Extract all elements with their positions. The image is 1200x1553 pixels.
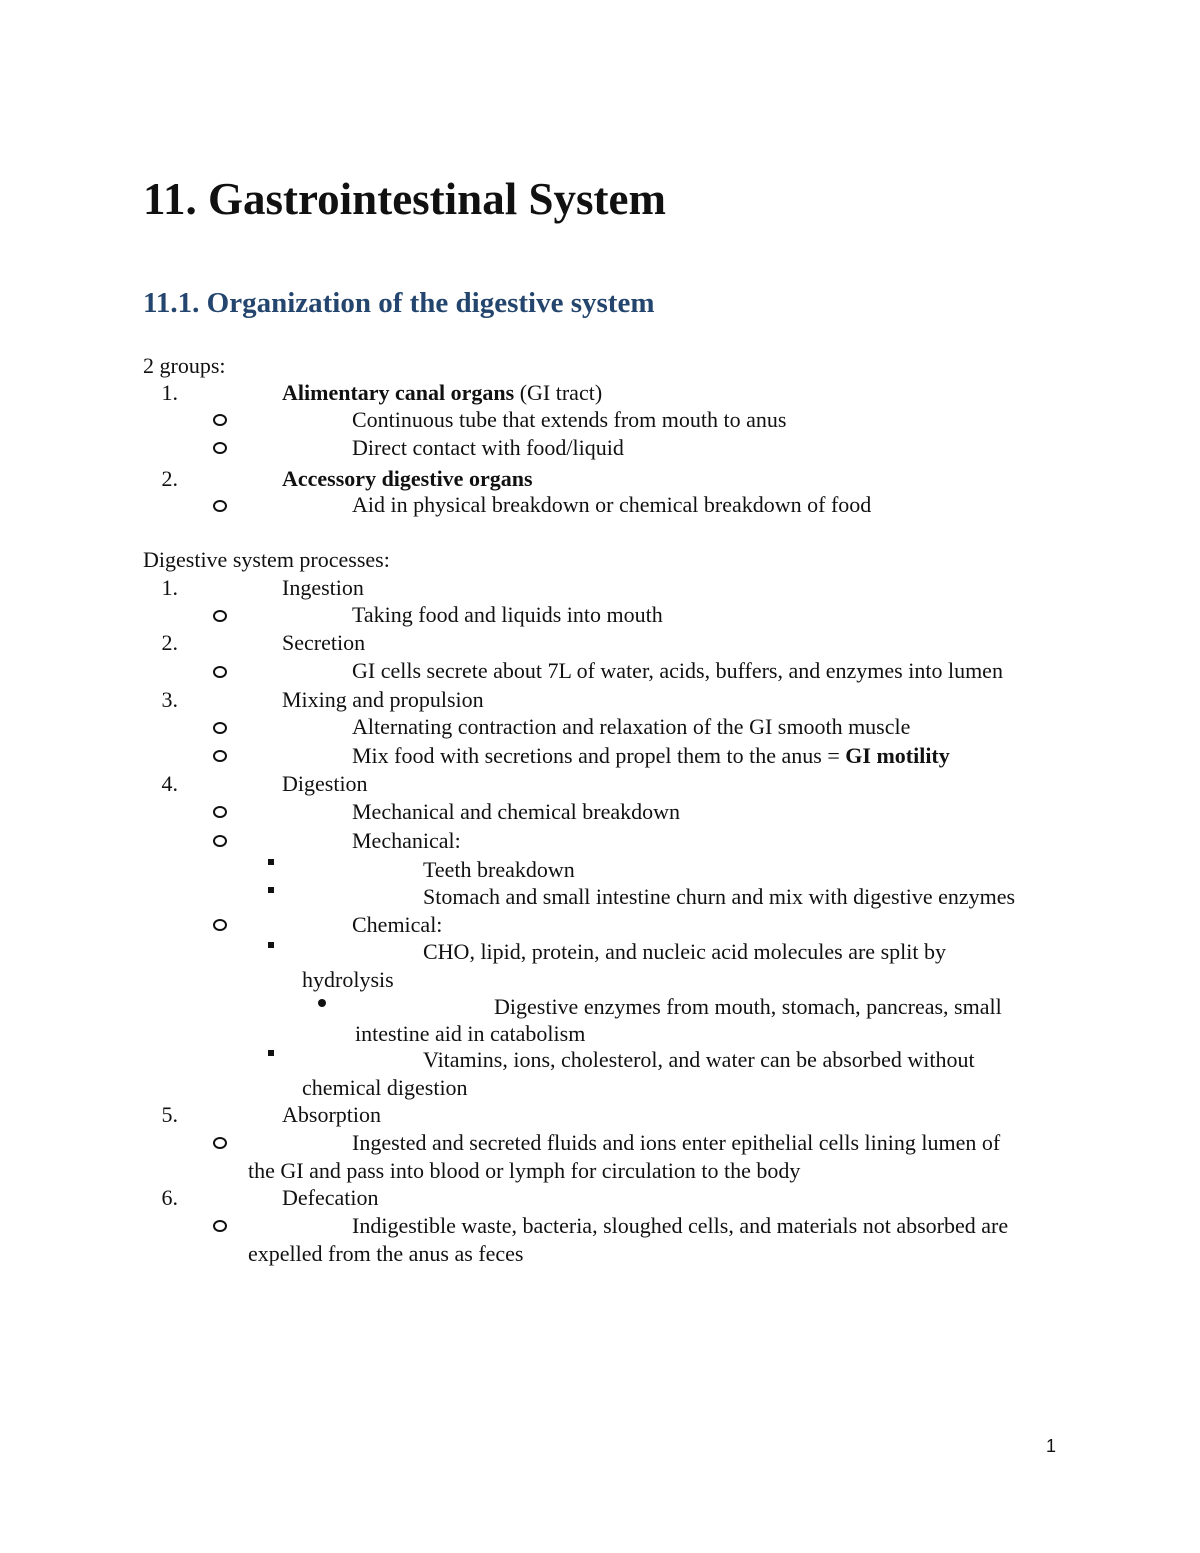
list-number: 2. bbox=[161, 630, 178, 655]
list-nested-item: Digestive enzymes from mouth, stomach, pancreas, small bbox=[494, 994, 1002, 1019]
round-bullet-icon bbox=[318, 999, 326, 1007]
hollow-bullet-icon bbox=[213, 835, 227, 847]
square-bullet-icon bbox=[268, 887, 274, 893]
list-item-bold: Alimentary canal organs bbox=[282, 380, 515, 405]
hollow-bullet-icon bbox=[213, 610, 227, 622]
list-number: 4. bbox=[161, 771, 178, 796]
list-subitem-cont: expelled from the anus as feces bbox=[248, 1241, 524, 1266]
list-subsubitem: Stomach and small intestine churn and mix with digestive enzymes bbox=[423, 884, 1016, 909]
hollow-bullet-icon bbox=[213, 442, 227, 454]
list-subitem: Aid in physical breakdown or chemical breakdown of food bbox=[352, 492, 872, 517]
list-subsubitem-cont: hydrolysis bbox=[302, 967, 394, 992]
list-number: 1. bbox=[161, 380, 178, 405]
list-subitem: Ingested and secreted fluids and ions enter epithelial cells lining lumen of bbox=[352, 1130, 1001, 1155]
hollow-bullet-icon bbox=[213, 919, 227, 931]
list-subsubitem: Vitamins, ions, cholesterol, and water can be absorbed without bbox=[423, 1047, 975, 1072]
hollow-bullet-icon bbox=[213, 1137, 227, 1149]
list-subitem-text: Mix food with secretions and propel them to the anus = bbox=[352, 743, 846, 768]
list-subitem-cont: the GI and pass into blood or lymph for circulation to the body bbox=[248, 1158, 801, 1183]
hollow-bullet-icon bbox=[213, 750, 227, 762]
list-subitem-bold: GI motility bbox=[845, 743, 950, 768]
section-heading: 11.1. Organization of the digestive system bbox=[143, 287, 655, 319]
groups-intro: 2 groups: bbox=[143, 353, 226, 378]
hollow-bullet-icon bbox=[213, 722, 227, 734]
list-subsubitem: Teeth breakdown bbox=[423, 857, 575, 882]
list-item: Secretion bbox=[282, 630, 366, 655]
hollow-bullet-icon bbox=[213, 806, 227, 818]
list-subsubitem-cont: chemical digestion bbox=[302, 1075, 468, 1100]
processes-intro: Digestive system processes: bbox=[143, 547, 390, 572]
list-subitem: Direct contact with food/liquid bbox=[352, 435, 624, 460]
list-subitem: Continuous tube that extends from mouth to anus bbox=[352, 407, 787, 432]
list-subitem: Taking food and liquids into mouth bbox=[352, 602, 663, 627]
list-item: Ingestion bbox=[282, 575, 364, 600]
list-item: Digestion bbox=[282, 771, 368, 796]
square-bullet-icon bbox=[268, 942, 274, 948]
list-item bbox=[282, 379, 602, 407]
list-subitem: GI cells secrete about 7L of water, acids, buffers, and enzymes into lumen bbox=[352, 658, 1003, 683]
hollow-bullet-icon bbox=[213, 1220, 227, 1232]
hollow-bullet-icon bbox=[213, 666, 227, 678]
square-bullet-icon bbox=[268, 1050, 274, 1056]
list-item: Defecation bbox=[282, 1185, 379, 1210]
list-number: 2. bbox=[161, 466, 178, 491]
document-title: 11. Gastrointestinal System bbox=[143, 174, 666, 224]
list-number: 1. bbox=[161, 575, 178, 600]
list-item: Absorption bbox=[282, 1102, 381, 1127]
list-item: Mixing and propulsion bbox=[282, 687, 484, 712]
list-subitem: Chemical: bbox=[352, 912, 443, 937]
list-item-rest: (GI tract) bbox=[514, 380, 603, 405]
list-item: Accessory digestive organs bbox=[282, 466, 533, 491]
list-subitem: Indigestible waste, bacteria, sloughed cells, and materials not absorbed are bbox=[352, 1213, 1009, 1238]
hollow-bullet-icon bbox=[213, 500, 227, 512]
list-nested-item-cont: intestine aid in catabolism bbox=[355, 1021, 586, 1046]
list-subsubitem: CHO, lipid, protein, and nucleic acid molecules are split by bbox=[423, 939, 946, 964]
list-subitem: Mechanical: bbox=[352, 828, 461, 853]
list-subitem bbox=[352, 742, 950, 770]
list-subitem: Mechanical and chemical breakdown bbox=[352, 799, 681, 824]
list-subitem: Alternating contraction and relaxation of the GI smooth muscle bbox=[352, 714, 911, 739]
page-number: 1 bbox=[1046, 1436, 1057, 1456]
list-number: 6. bbox=[161, 1185, 178, 1210]
list-number: 3. bbox=[161, 687, 178, 712]
hollow-bullet-icon bbox=[213, 414, 227, 426]
list-number: 5. bbox=[161, 1102, 178, 1127]
square-bullet-icon bbox=[268, 859, 274, 865]
